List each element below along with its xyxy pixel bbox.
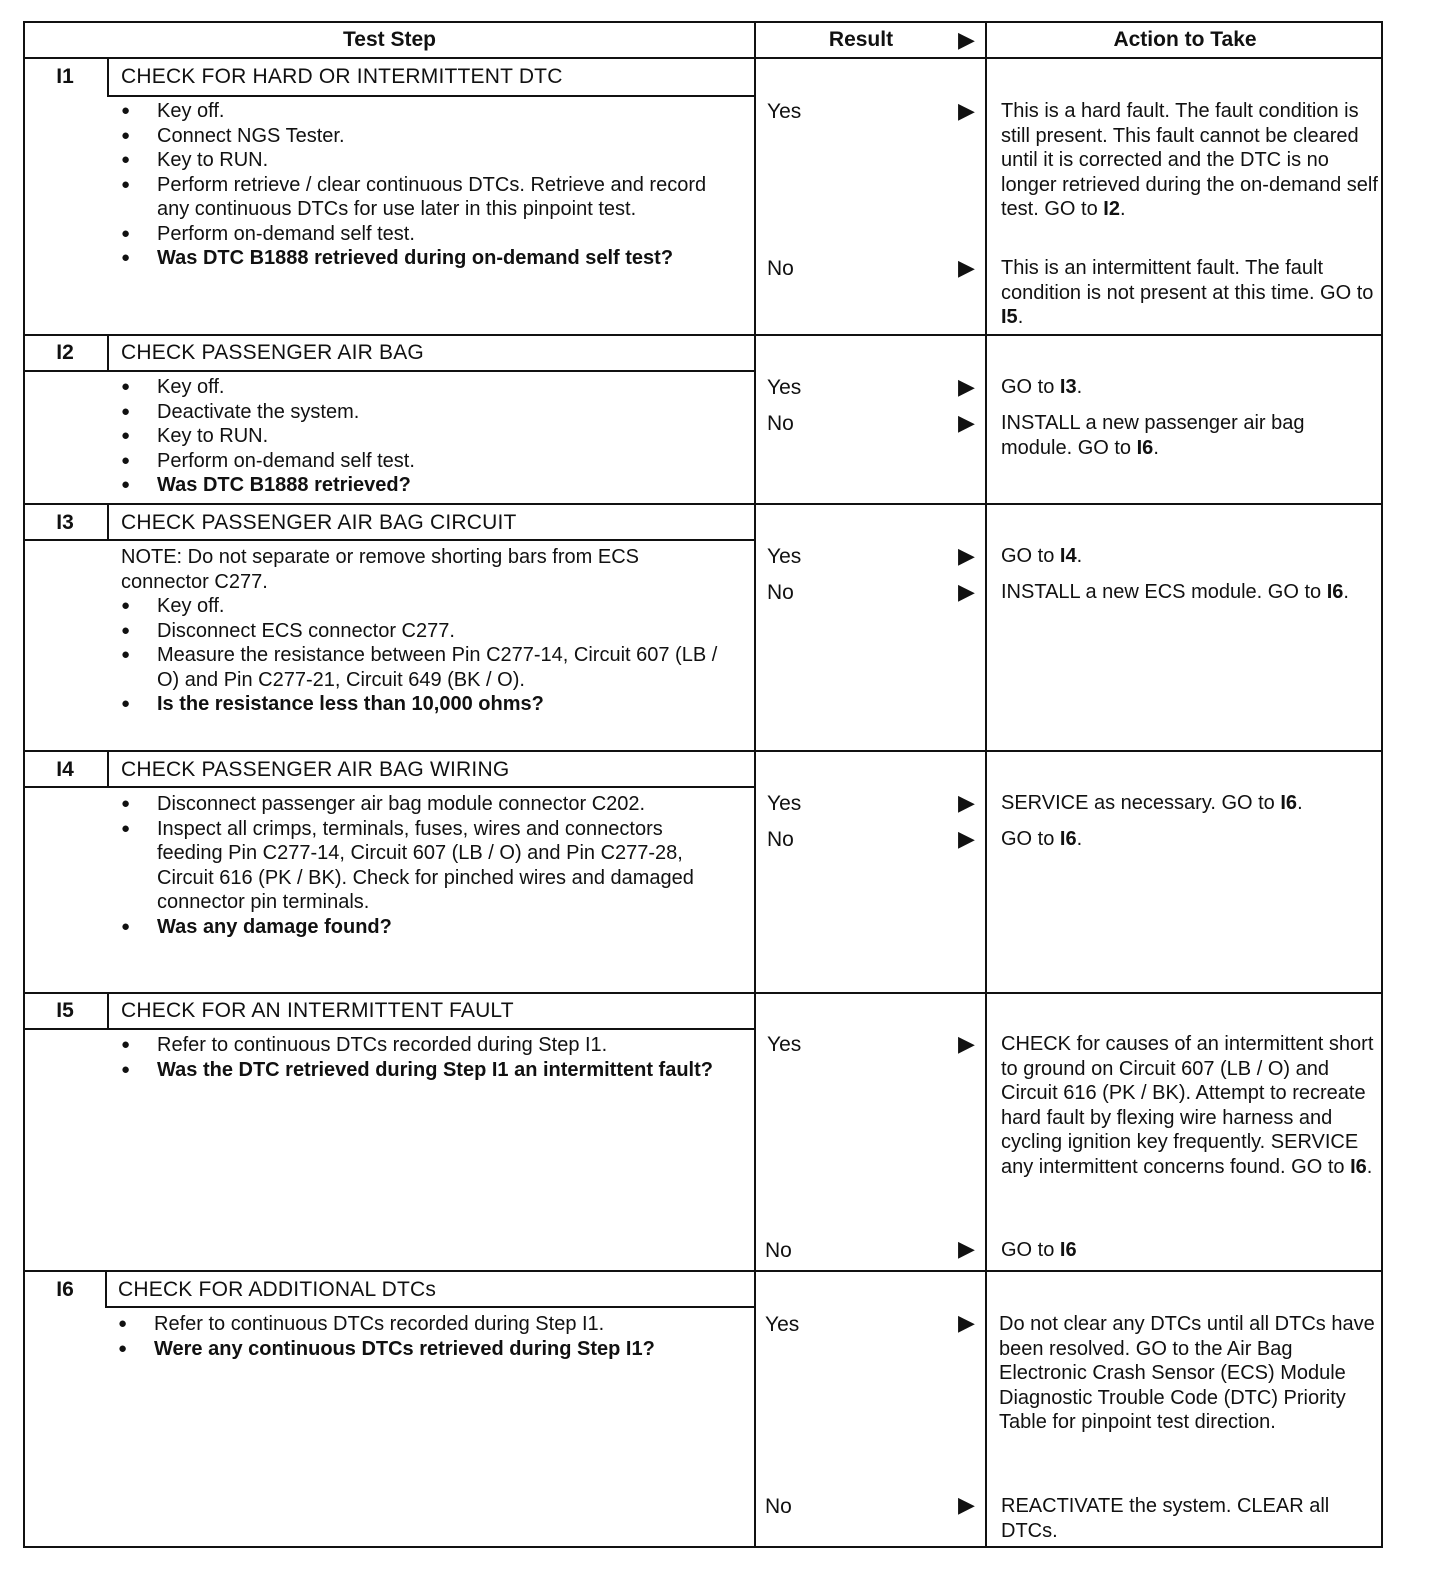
instruction: ● Measure the resistance between Pin C277-14, Circuit 607 (LB / O) and Pin C277-21, Circuit 649 (BK / O). [117, 643, 731, 692]
step-number: I4 [56, 758, 74, 781]
instruction: ● Perform on-demand self test. [117, 222, 727, 247]
instruction: ● Key to RUN. [117, 148, 727, 173]
arrow-icon: ▶ [958, 579, 975, 604]
header-arrow-icon: ▶ [958, 27, 975, 52]
step-instructions [117, 99, 727, 271]
step-title: CHECK PASSENGER AIR BAG CIRCUIT [121, 511, 517, 534]
arrow-icon: ▶ [958, 1236, 975, 1261]
arrow-icon: ▶ [958, 1310, 975, 1335]
action-text: This is a hard fault. The fault condition is still present. This fault cannot be cleared until it is corrected and the DTC is no longer retrieved during the on-demand self test. GO to I2. [1001, 100, 1378, 220]
result-no: No [767, 828, 794, 851]
result-yes: Yes [767, 376, 802, 399]
result-yes: Yes [767, 1033, 802, 1056]
question: ● Was DTC B1888 retrieved? [117, 473, 727, 498]
result-no: No [767, 412, 794, 435]
result-no: No [765, 1239, 792, 1262]
instruction: ● Key off. [117, 375, 727, 400]
question: ● Was the DTC retrieved during Step I1 an intermittent fault? [117, 1058, 727, 1083]
step-title: CHECK FOR ADDITIONAL DTCs [118, 1278, 437, 1301]
arrow-icon: ▶ [958, 826, 975, 851]
step-title: CHECK PASSENGER AIR BAG [121, 341, 424, 364]
action-text: CHECK for causes of an intermittent short to ground on Circuit 607 (LB / O) and Circuit 616 (PK / BK). Attempt to recreate hard fault by flexing wire harness and cycling ignition key frequently. SERVICE any intermittent concerns found. GO to I6. [1001, 1033, 1374, 1178]
step-number: I6 [56, 1278, 74, 1301]
result-no: No [767, 257, 794, 280]
instruction: ● Disconnect passenger air bag module connector C202. [117, 792, 727, 817]
action-text: GO to I6. [1001, 828, 1083, 850]
instruction: ● Key off. [117, 594, 731, 619]
action-text: This is an intermittent fault. The fault condition is not present at this time. GO to I5. [1001, 257, 1374, 328]
step-instructions [114, 1312, 724, 1361]
instruction: ● Connect NGS Tester. [117, 124, 727, 149]
step-note: NOTE: Do not separate or remove shorting bars from ECS connector C277. [121, 546, 639, 593]
arrow-icon: ▶ [958, 374, 975, 399]
header-result: Result [828, 28, 894, 51]
question: ● Is the resistance less than 10,000 ohms? [117, 692, 731, 717]
action-text: GO to I4. [1001, 545, 1083, 567]
action-text: SERVICE as necessary. GO to I6. [1001, 792, 1303, 814]
arrow-icon: ▶ [958, 1031, 975, 1056]
result-no: No [765, 1495, 792, 1518]
arrow-icon: ▶ [958, 790, 975, 815]
header-action: Action to Take [1113, 28, 1257, 51]
instruction: ● Refer to continuous DTCs recorded during Step I1. [117, 1033, 727, 1058]
step-number: I2 [56, 341, 74, 364]
step-number: I5 [56, 999, 74, 1022]
instruction: ● Disconnect ECS connector C277. [117, 619, 731, 644]
divider-action [985, 23, 987, 1548]
arrow-icon: ▶ [958, 98, 975, 123]
question: ● Were any continuous DTCs retrieved during Step I1? [114, 1337, 724, 1362]
result-yes: Yes [767, 100, 802, 123]
instruction: ● Key to RUN. [117, 424, 727, 449]
divider-result [754, 23, 756, 1548]
action-text: INSTALL a new ECS module. GO to I6. [1001, 581, 1349, 603]
result-no: No [767, 581, 794, 604]
question: ● Was DTC B1888 retrieved during on-demand self test? [117, 246, 727, 271]
question: ● Was any damage found? [117, 915, 727, 940]
action-text: GO to I3. [1001, 376, 1083, 398]
instruction: ● Refer to continuous DTCs recorded during Step I1. [114, 1312, 724, 1337]
arrow-icon: ▶ [958, 543, 975, 568]
instruction: ● Key off. [117, 99, 727, 124]
arrow-icon: ▶ [958, 255, 975, 280]
arrow-icon: ▶ [958, 1492, 975, 1517]
step-title: CHECK FOR HARD OR INTERMITTENT DTC [121, 65, 563, 88]
action-text: INSTALL a new passenger air bag module. GO to I6. [1001, 412, 1305, 459]
instruction: ● Deactivate the system. [117, 400, 727, 425]
action-text: GO to I6 [1001, 1239, 1077, 1261]
step-number: I3 [56, 511, 74, 534]
step-number: I1 [56, 65, 74, 88]
instruction: ● Inspect all crimps, terminals, fuses, wires and connectors feeding Pin C277-14, Circuit 607 (LB / O) and Pin C277-28, Circuit 616 (PK / BK). Check for pinched wires and damaged connector pin terminals. [117, 817, 727, 915]
action-text: REACTIVATE the system. CLEAR all DTCs. [1001, 1495, 1330, 1542]
header-test-step: Test Step [343, 28, 436, 51]
step-title: CHECK FOR AN INTERMITTENT FAULT [121, 999, 514, 1022]
instruction: ● Perform retrieve / clear continuous DTCs. Retrieve and record any continuous DTCs for use later in this pinpoint test. [117, 173, 727, 222]
result-yes: Yes [767, 545, 802, 568]
pinpoint-test-table [23, 21, 1383, 1548]
step-instructions [117, 1033, 727, 1082]
instruction: ● Perform on-demand self test. [117, 449, 727, 474]
step-instructions [121, 545, 731, 717]
arrow-icon: ▶ [958, 410, 975, 435]
step-instructions [117, 375, 727, 498]
step-instructions [117, 792, 727, 939]
action-text: Do not clear any DTCs until all DTCs have been resolved. GO to the Air Bag Electronic Crash Sensor (ECS) Module Diagnostic Trouble Code (DTC) Priority Table for pinpoint test direction. [999, 1313, 1375, 1433]
result-yes: Yes [767, 792, 802, 815]
step-title: CHECK PASSENGER AIR BAG WIRING [121, 758, 510, 781]
result-yes: Yes [765, 1313, 800, 1336]
